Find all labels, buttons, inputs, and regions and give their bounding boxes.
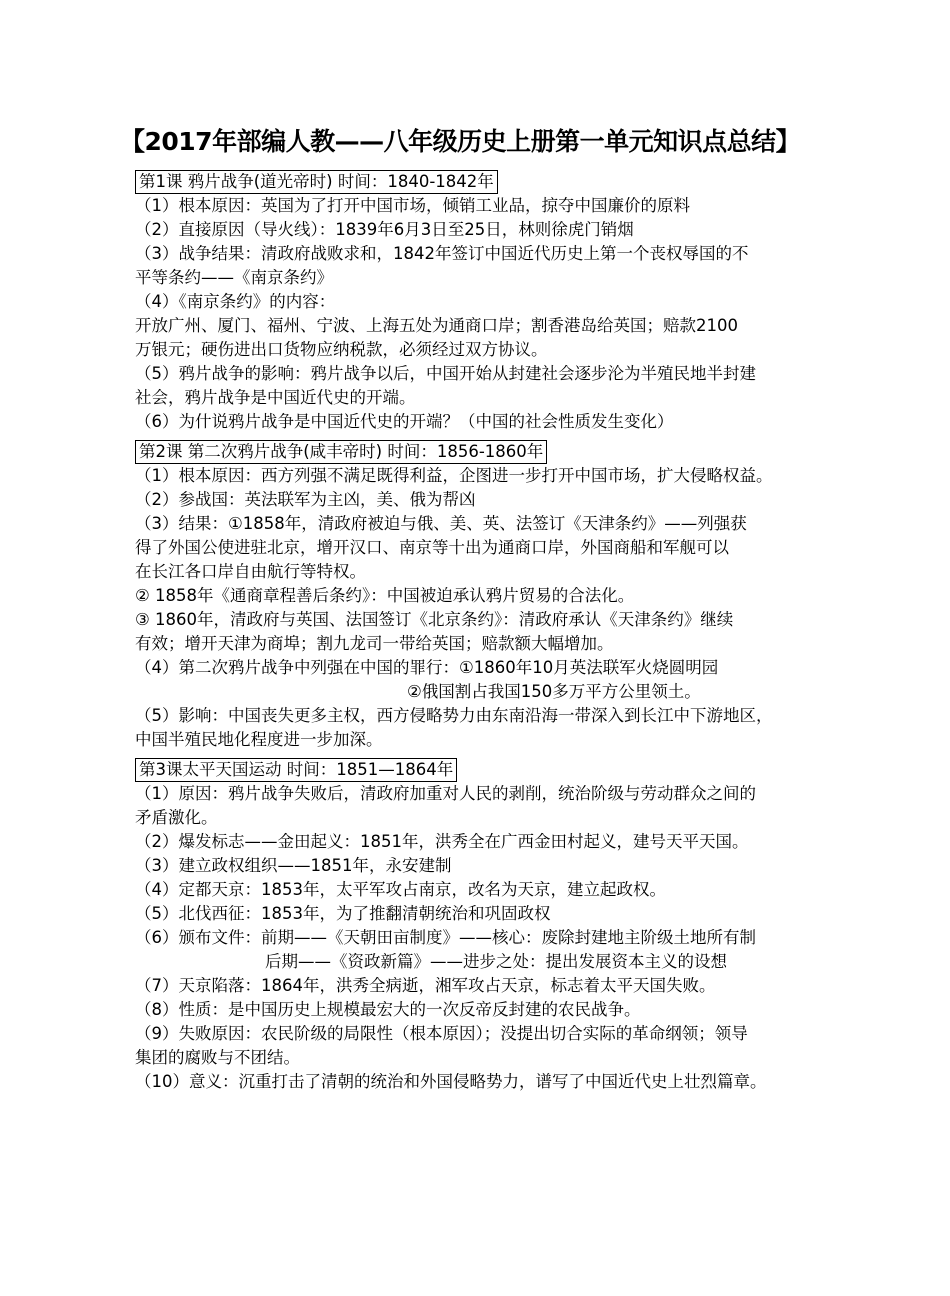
lesson-1-line: （3）战争结果：清政府战败求和，1842年签订中国近代历史上第一个丧权辱国的不 bbox=[135, 244, 749, 263]
lesson-3-header: 第3课太平天国运动 时间：1851—1864年 bbox=[135, 758, 457, 782]
lesson-3-line: 矛盾激化。 bbox=[135, 808, 218, 827]
lesson-1-header: 第1课 鸦片战争(道光帝时) 时间：1840-1842年 bbox=[135, 170, 498, 194]
lesson-3-line: （8）性质：是中国历史上规模最宏大的一次反帝反封建的农民战争。 bbox=[135, 1000, 641, 1019]
lesson-3-line: （10）意义：沉重打击了清朝的统治和外国侵略势力，谱写了中国近代史上壮烈篇章。 bbox=[135, 1072, 767, 1091]
lesson-1-line: （4）《南京条约》的内容： bbox=[135, 292, 336, 311]
lesson-3-line: （4）定都天京：1853年，太平军攻占南京，改名为天京，建立起政权。 bbox=[135, 880, 666, 899]
lesson-3-line: （2）爆发标志——金田起义：1851年，洪秀全在广西金田村起义，建号天平天国。 bbox=[135, 832, 749, 851]
lesson-1-line: 社会，鸦片战争是中国近代史的开端。 bbox=[135, 388, 416, 407]
lesson-2-line: （4）第二次鸦片战争中列强在中国的罪行：①1860年10月英法联军火烧圆明园 bbox=[135, 658, 719, 677]
lesson-2-line: ③ 1860年，清政府与英国、法国签订《北京条约》：清政府承认《天津条约》继续 bbox=[135, 610, 734, 629]
lesson-3-line: （5）北伐西征：1853年，为了推翻清朝统治和巩固政权 bbox=[135, 904, 551, 923]
lesson-2-line: （2）参战国：英法联军为主凶，美、俄为帮凶 bbox=[135, 490, 476, 509]
lesson-2-line: （5）影响：中国丧失更多主权，西方侵略势力由东南沿海一带深入到长江中下游地区， bbox=[135, 706, 773, 725]
lesson-1-header-row bbox=[135, 170, 825, 194]
lesson-3-line: （7）天京陷落：1864年，洪秀全病逝，湘军攻占天京，标志着太平天国失败。 bbox=[135, 976, 716, 995]
lesson-1-line: 万银元；硬伤进出口货物应纳税款，必须经过双方协议。 bbox=[135, 340, 548, 359]
lesson-3-line: 集团的腐败与不团结。 bbox=[135, 1048, 300, 1067]
lesson-3-line: （6）颁布文件：前期——《天朝田亩制度》——核心：废除封建地主阶级土地所有制 bbox=[135, 928, 756, 947]
lesson-2-line: 有效；增开天津为商埠；割九龙司一带给英国；赔款额大幅增加。 bbox=[135, 634, 614, 653]
lesson-2-line: （1）根本原因：西方列强不满足既得利益，企图进一步打开中国市场，扩大侵略权益。 bbox=[135, 466, 773, 485]
document-body bbox=[135, 170, 825, 1094]
lesson-3-line: （3）建立政权组织——1851年，永安建制 bbox=[135, 856, 452, 875]
lesson-2-line: ②俄国割占我国150多万平方公里领土。 bbox=[407, 682, 701, 701]
lesson-1-line: 平等条约——《南京条约》 bbox=[135, 268, 333, 287]
lesson-2-line: （3）结果：①1858年，清政府被迫与俄、美、英、法签订《天津条约》——列强获 bbox=[135, 514, 747, 533]
lesson-2-line: 中国半殖民地化程度进一步加深。 bbox=[135, 730, 383, 749]
lesson-1-line: （6）为什说鸦片战争是中国近代史的开端？（中国的社会性质发生变化） bbox=[135, 412, 674, 431]
lesson-3-line: （9）失败原因：农民阶级的局限性（根本原因）；没提出切合实际的革命纲领；领导 bbox=[135, 1024, 748, 1043]
lesson-2-header-row bbox=[135, 440, 825, 464]
lesson-2-line: ② 1858年《通商章程善后条约》：中国被迫承认鸦片贸易的合法化。 bbox=[135, 586, 635, 605]
lesson-3-line: （1）原因：鸦片战争失败后，清政府加重对人民的剥削，统治阶级与劳动群众之间的 bbox=[135, 784, 756, 803]
lesson-3-header-row bbox=[135, 758, 825, 782]
lesson-3-line: 后期——《资政新篇》——进步之处：提出发展资本主义的设想 bbox=[265, 952, 727, 971]
lesson-2-line: 在长江各口岸自由航行等特权。 bbox=[135, 562, 366, 581]
lesson-1-line: （1）根本原因：英国为了打开中国市场，倾销工业品，掠夺中国廉价的原料 bbox=[135, 196, 690, 215]
lesson-1-line: （5）鸦片战争的影响：鸦片战争以后，中国开始从封建社会逐步沦为半殖民地半封建 bbox=[135, 364, 756, 383]
lesson-1-line: 开放广州、厦门、福州、宁波、上海五处为通商口岸；割香港岛给英国；赔款2100 bbox=[135, 316, 738, 335]
document-title: 【2017年部编人教——八年级历史上册第一单元知识点总结】 bbox=[120, 127, 801, 156]
lesson-1-line: （2）直接原因（导火线）：1839年6月3日至25日，林则徐虎门销烟 bbox=[135, 220, 634, 239]
lesson-2-line: 得了外国公使进驻北京，增开汉口、南京等十出为通商口岸，外国商船和军舰可以 bbox=[135, 538, 729, 557]
lesson-2-header: 第2课 第二次鸦片战争(咸丰帝时) 时间：1856-1860年 bbox=[135, 440, 547, 464]
